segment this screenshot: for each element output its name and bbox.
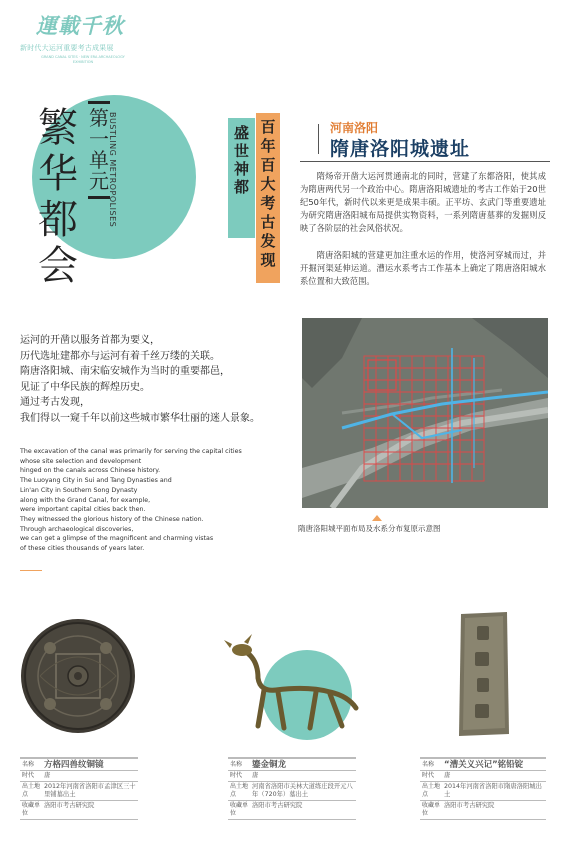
unit-number-bar-top <box>88 101 110 104</box>
label-century-discoveries: 百年百大考古发现 <box>260 118 276 269</box>
artifact-collection: 洛阳市考古研究院 <box>442 801 546 820</box>
intro-chinese <box>20 333 290 426</box>
card-rule <box>228 757 356 759</box>
site-title-accent-line <box>318 124 319 154</box>
intro-en-line: The excavation of the canal was primarily for serving the capital cities <box>20 448 242 455</box>
intro-en-line: Through archaeological discoveries, <box>20 525 134 533</box>
artifact-period: 唐 <box>442 771 546 782</box>
card-key: 时代 <box>420 771 442 782</box>
unit-english-title: BUSTLING METROPOLISES <box>108 112 117 228</box>
card-key: 收藏单位 <box>228 801 250 820</box>
map-caption: 隋唐洛阳城平面布局及水系分布复原示意图 <box>298 524 441 533</box>
artifact-card-dragon <box>228 757 356 820</box>
intro-en-line: of these cities thousands of years later. <box>20 545 145 553</box>
gilt-bronze-dragon-image <box>218 630 366 738</box>
site-title: 隋唐洛阳城遗址 <box>330 138 471 160</box>
artifact-name: “漕关义兴记”铭铅锭 <box>442 760 546 771</box>
artifact-excavation: 2012年河南省洛阳市孟津区三十里铺墓出土 <box>42 782 138 801</box>
site-paragraph-1: 隋炀帝开凿大运河贯通南北的同时，营建了东都洛阳，使其成为隋唐两代另一个政治中心。隋唐洛阳城遗址的考古工作始于20世纪50年代，新时代以来更是成果丰硕。正平坊、玄武门等重要遗址为研究隋唐洛阳城布局提供实物资料，一系列隋唐墓葬的发掘则反映了各阶层的社会风俗状况。 <box>300 171 546 233</box>
intro-divider <box>20 570 42 571</box>
site-paragraph-2: 隋唐洛阳城的营建更加注重水运的作用，使洛河穿城而过，并开掘河渠延伸运道。漕运水系考古工作基本上确定了隋唐洛阳城水系位置和大致范围。 <box>300 250 546 286</box>
site-region: 河南洛阳 <box>330 121 379 135</box>
artifact-name: 方格四兽纹铜镜 <box>42 760 138 771</box>
artifact-name: 鎏金铜龙 <box>250 760 356 771</box>
card-key: 时代 <box>228 771 250 782</box>
artifact-card-ingot <box>420 757 546 820</box>
artifact-period: 唐 <box>42 771 138 782</box>
card-rule <box>20 757 138 759</box>
unit-title: 繁华都会 <box>38 105 78 289</box>
intro-en-line: Lin'an City in Southern Song Dynasty <box>20 486 138 494</box>
lead-ingot-image <box>455 608 513 740</box>
card-key: 名称 <box>228 760 250 771</box>
intro-en-line: we can get a glimpse of the magnificent and charming vistas <box>20 535 214 543</box>
intro-english <box>20 447 260 554</box>
map-pointer-icon <box>372 515 382 521</box>
site-title-underline <box>300 161 550 162</box>
card-key: 收藏单位 <box>420 801 442 820</box>
intro-cn-line: 我们得以一窥千年以前这些城市繁华壮丽的迷人景象。 <box>20 412 260 424</box>
logo-english: GRAND CANAL SITES · NEW ERA ARCHAEOLOGY EXHIBITION <box>41 55 125 64</box>
card-key: 出土地点 <box>20 782 42 801</box>
card-key: 名称 <box>420 760 442 771</box>
artifact-collection: 洛阳市考古研究院 <box>250 801 356 820</box>
intro-cn-line: 通过考古发现， <box>20 397 90 408</box>
artifact-card-mirror <box>20 757 138 820</box>
card-key: 出土地点 <box>420 782 442 801</box>
intro-en-line: along with the Grand Canal, for example, <box>20 496 151 504</box>
intro-cn-line: 隋唐洛阳城、南宋临安城作为当时的重要都邑， <box>20 366 230 377</box>
intro-cn-line: 历代选址建都亦与运河有着千丝万缕的关联。 <box>20 350 220 362</box>
logo-title: 運載千秋 <box>36 13 124 38</box>
label-prosperous: 盛世神都 <box>233 124 249 196</box>
card-key: 名称 <box>20 760 42 771</box>
intro-en-line: hinged on the canals across Chinese history. <box>20 467 161 475</box>
intro-en-line: whose site selection and development <box>20 457 142 465</box>
intro-cn-line: 见证了中华民族的辉煌历史。 <box>20 381 150 393</box>
city-plan-map <box>302 318 548 508</box>
artifact-collection: 洛阳市考古研究院 <box>42 801 138 820</box>
unit-number-bar-bottom <box>88 196 110 199</box>
intro-en-line: were important capital cities back then. <box>20 506 146 514</box>
artifact-excavation: 河南省洛阳市关林大道练庄段开元八年（720年）墓出土 <box>250 782 356 801</box>
card-key: 出土地点 <box>228 782 250 801</box>
card-rule <box>420 757 546 759</box>
logo-subtitle: 新时代大运河重要考古成果展 <box>20 44 114 52</box>
unit-number: 第一单元 <box>89 106 109 193</box>
card-key: 时代 <box>20 771 42 782</box>
city-plan-map-graphic <box>302 318 548 508</box>
bronze-mirror-image <box>20 618 136 734</box>
intro-en-line: They witnessed the glorious history of the Chinese nation. <box>20 515 204 523</box>
intro-cn-line: 运河的开凿以服务首都为要义， <box>20 335 160 346</box>
card-key: 收藏单位 <box>20 801 42 820</box>
artifact-excavation: 2014年河南省洛阳市隋唐洛阳城出土 <box>442 782 546 801</box>
intro-en-line: The Luoyang City in Sui and Tang Dynasties and <box>20 477 172 485</box>
artifact-period: 唐 <box>250 771 356 782</box>
